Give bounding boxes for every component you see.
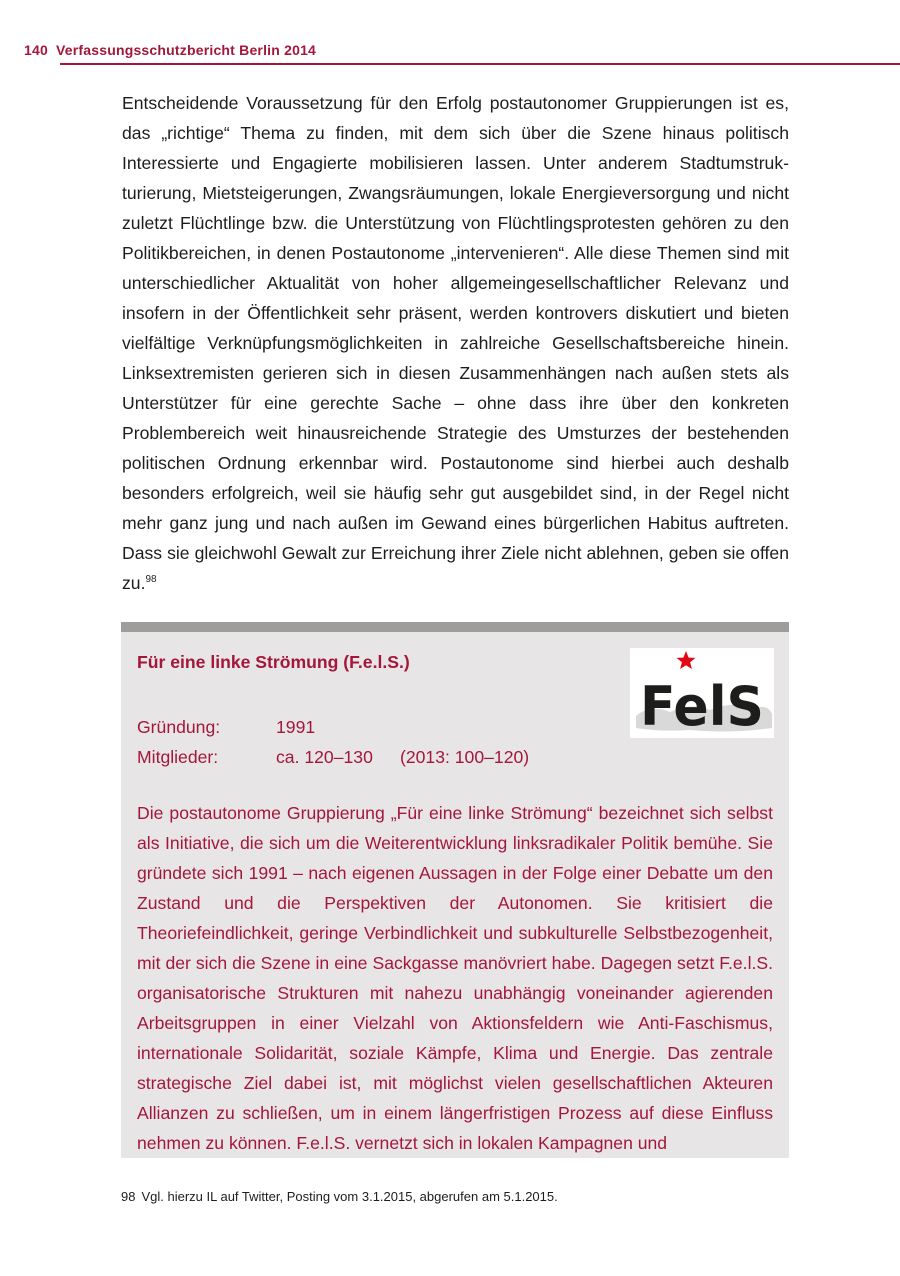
founding-label: Gründung: [137,717,221,737]
members-value: ca. 120–130 [276,747,373,767]
infobox-title: Für eine linke Strömung (F.e.l.S.) [137,652,410,672]
organization-facts [137,712,529,772]
founding-value: 1991 [276,717,316,737]
infobox-text: Die postautonome Gruppierung „Für eine linke Strömung“ bezeichnet sich selbst als Initiative, die sich um die Weiterentwicklung linksradikaler Politik bemühe. Sie gründete sich 1991 – nach eigenen Aussagen in der Folge einer Debatte um den Zustand und die Perspektiven der Autonomen. Sie kritisiert die Theoriefeindlichkeit, geringe Verbindlichkeit und subkulturelle Selbstbezogenheit, mit der sich die Szene in eine Sackgasse manövriert habe. Dagegen setzt F.e.l.S. organisatorische Strukturen mit nahezu unabhängig voneinander agierenden Arbeitsgruppen in einer Vielzahl von Aktionsfeldern wie Anti-Faschismus, internationale Solidarität, soziale Kämpfe, Klima und Energie. Das zentrale strategische Ziel dabei ist, mit möglichst vielen gesellschaftlichen Akteuren Allianzen zu schließen, um in einem längerfristigen Prozess auf diese Einfluss nehmen zu können. F.e.l.S. vernetzt sich in lokalen Kampagnen und [137,803,773,1153]
main-paragraph [122,88,789,598]
fels-logo-graphic [630,648,774,738]
red-star-icon [677,651,696,669]
members-row [137,742,529,772]
footnote-text: Vgl. hierzu IL auf Twitter, Posting vom 3.1.2015, abgerufen am 5.1.2015. [141,1189,558,1204]
members-label: Mitglieder: [137,747,219,767]
organization-infobox [121,622,789,1158]
header-title: Verfassungsschutzbericht Berlin 2014 [55,42,317,58]
header-divider [60,63,900,65]
footnote-reference[interactable]: 98 [145,574,157,585]
page-number: 140 [24,42,48,58]
logo-text: FelS [640,675,764,738]
members-previous: (2013: 100–120) [400,747,530,767]
footnote [121,1189,558,1204]
founding-row [137,712,529,742]
paragraph-text: Entscheidende Voraussetzung für den Erfolg postautonomer Gruppierungen ist es, das „richtige“ Thema zu finden, mit dem sich über die Szene hinaus politisch Interessierte und Engagierte mobilisieren lassen. Unter anderem Stadtumstrukturierung, Mietsteigerungen, Zwangsräumungen, lokale Energieversorgung und nicht zuletzt Flüchtlinge bzw. die Unterstützung von Flüchtlingsprotesten gehören zu den Politikbereichen, in denen Postautonome „intervenieren“. Alle diese Themen sind mit unterschiedlicher Aktualität von hoher allgemeingesellschaftlicher Relevanz und insofern in der Öffentlichkeit sehr präsent, werden kontrovers diskutiert und bieten vielfältige Verknüpfungsmöglichkeiten in zahlreiche Gesellschaftsbereiche hinein. Linksextremisten gerieren sich in diesen Zusammenhängen nach außen stets als Unterstützer für eine gerechte Sache – ohne dass ihre über den konkreten Problembereich weit hinausreichende Strategie des Umsturzes der bestehenden politischen Ordnung erkennbar wird. Postautonome sind hierbei auch deshalb besonders erfolgreich, weil sie häufig sehr gut ausgebildet sind, in der Regel nicht mehr ganz jung und nach außen im Gewand eines bürgerlichen Habitus auftreten. Dass sie gleichwohl Gewalt zur Erreichung ihrer Ziele nicht ablehnen, geben sie offen zu. [122,93,789,593]
running-header [24,42,316,58]
fels-logo [630,648,774,738]
footnote-number: 98 [121,1189,136,1204]
